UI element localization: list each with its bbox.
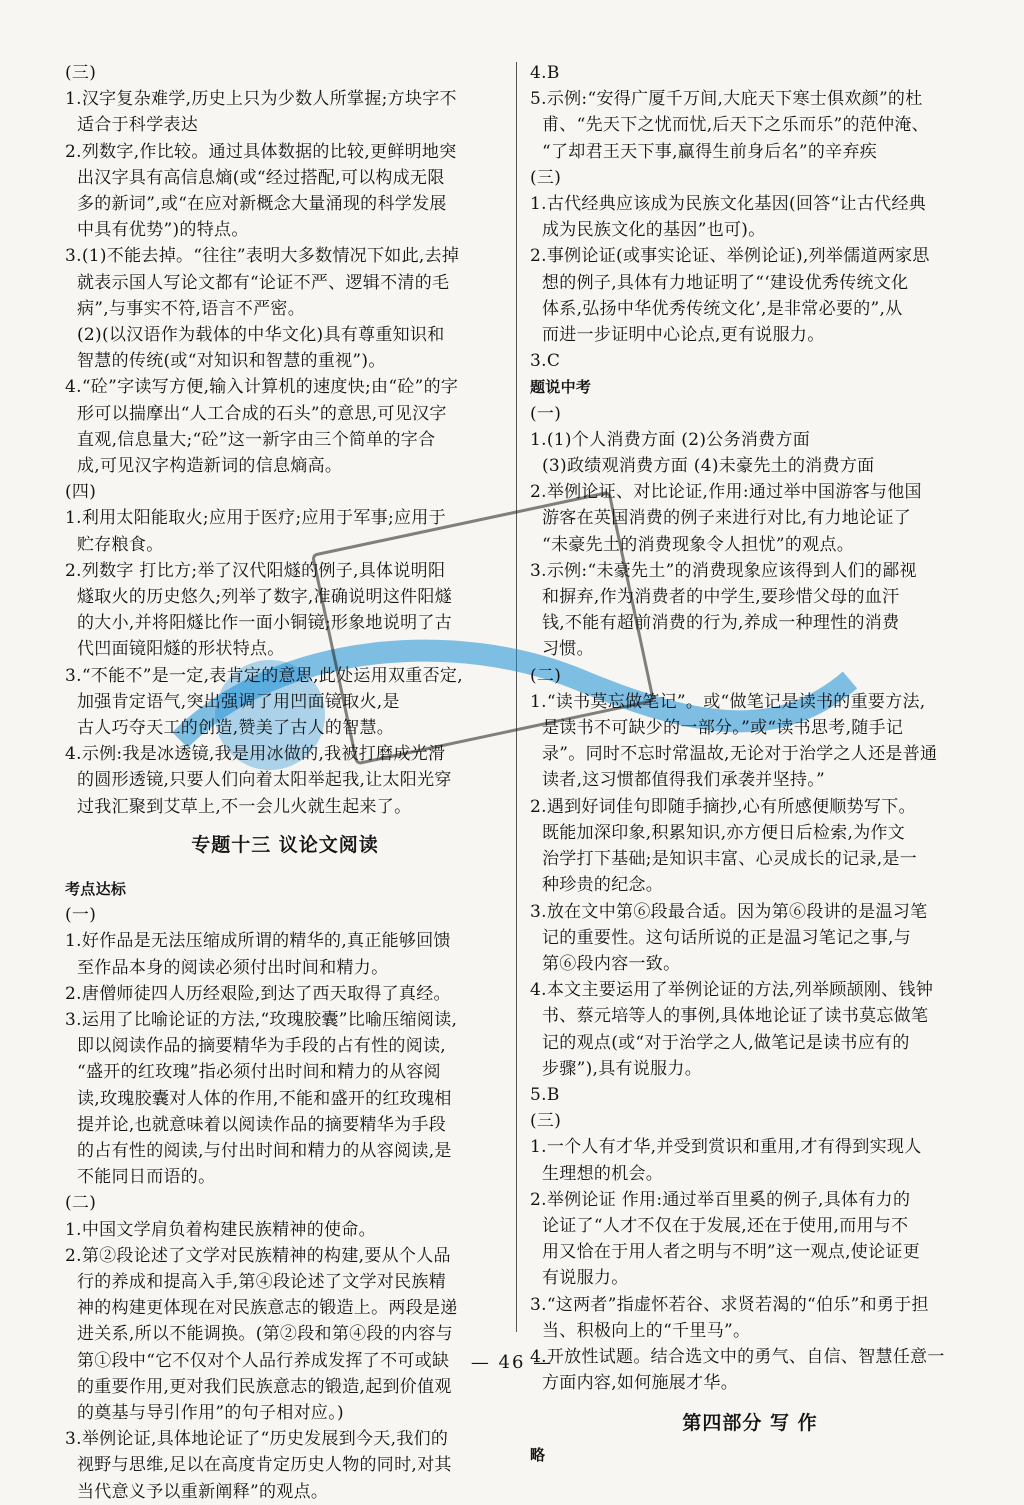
answers-list-right (530, 60, 970, 1396)
text-line: 3.(1)不能去掉。“往往”表明大多数情况下如此,去掉 (65, 246, 460, 267)
text-line: 3.运用了比喻论证的方法,“玫瑰胶囊”比喻压缩阅读, (65, 1009, 458, 1030)
text-line: 1.(1)个人消费方面 (2)公务消费方面 (530, 429, 811, 450)
text-line: 有说服力。 (542, 1268, 629, 1289)
text-line: 不能同日而语的。 (77, 1167, 216, 1188)
text-line: 病”,与事实不符,语言不严密。 (77, 298, 305, 319)
text-line: 而进一步证明中心论点,更有说服力。 (542, 325, 825, 346)
text-line: 2.事例论证(或事实论证、举例论证),列举儒道两家思 (530, 246, 930, 267)
text-line: 用又恰在于用人者之明与不明”这一观点,使论证更 (542, 1242, 920, 1263)
text-line: 论证了“人才不仅在于发展,还在于使用,而用与不 (542, 1215, 909, 1236)
text-line: 4.本文主要运用了举例论证的方法,列举顾颉刚、钱钟 (530, 980, 934, 1001)
text-line: 贮存粮食。 (77, 534, 164, 555)
text-line: 1.好作品是无法压缩成所谓的精华的,真正能够回馈 (65, 931, 451, 952)
text-line: 3.示例:“未豪先土”的消费现象应该得到人们的鄙视 (530, 560, 917, 581)
text-line: 1.汉字复杂难学,历史上只为少数人所掌握;方块字不 (65, 89, 457, 110)
text-line: 1.中国文学肩负着构建民族精神的使命。 (65, 1219, 376, 1240)
part4-body: 略 (530, 1446, 546, 1465)
text-line: 当代意义予以重新阐释”的观点。 (77, 1481, 329, 1502)
text-line: “盛开的红玫瑰”指必须付出时间和精力的从容阅 (77, 1062, 441, 1083)
text-line: 第⑥段内容一致。 (542, 953, 681, 974)
text-line: 和摒弃,作为消费者的中学生,要珍惜父母的血汗 (542, 587, 900, 608)
text-line: 出汉字具有高信息熵(或“经过搭配,可以构成无限 (77, 167, 445, 188)
text-line: 多的新词”,或“在应对新概念大量涌现的科学发展 (77, 194, 447, 215)
text-line: 5.示例:“安得广厦千万间,大庇天下寒士俱欢颜”的杜 (530, 89, 923, 110)
text-line: 古人巧夺天工的创造,赞美了古人的智慧。 (77, 718, 395, 739)
text-line: 方面内容,如何施展才华。 (542, 1373, 739, 1394)
text-line: 甫、“先天下之忧而忧,后天下之乐而乐”的范仲淹、 (542, 115, 929, 136)
text-line: 适合于科学表达 (77, 115, 199, 136)
text-line: 1.“读书莫忘做笔记”。或“做笔记是读书的重要方法, (530, 691, 926, 712)
text-line: 2.第②段论述了文学对民族精神的构建,要从个人品 (65, 1245, 451, 1266)
text-line: (四) (65, 482, 97, 503)
text-line: 就表示国人写论文都有“论证不严、逻辑不清的毛 (77, 272, 450, 293)
text-line: 3.举例论证,具体地论证了“历史发展到今天,我们的 (65, 1429, 449, 1450)
text-line: 3.“不能不”是一定,表肯定的意思,此处运用双重否定, (65, 665, 463, 686)
text-line: 智慧的传统(或“对知识和智慧的重视”)。 (77, 351, 386, 372)
text-line: 成为民族文化的基因”也可)。 (542, 220, 766, 241)
text-line: (二) (530, 665, 562, 686)
text-line: (一) (65, 905, 97, 926)
text-line: 2.举例论证、对比论证,作用:通过举中国游客与他国 (530, 482, 922, 503)
text-line: 2.列数字,作比较。通过具体数据的比较,更鲜明地突 (65, 141, 457, 162)
text-line: 代凹面镜阳燧的形状特点。 (77, 639, 285, 660)
text-line: 形可以揣摩出“人工合成的石头”的意思,可见汉字 (77, 403, 447, 424)
text-line: “了却君王天下事,赢得生前身后名”的辛弃疾 (542, 141, 878, 162)
text-line: 钱,不能有超前消费的行为,养成一种理性的消费 (542, 613, 900, 634)
text-line: “未豪先土的消费现象令人担忧”的观点。 (542, 534, 855, 555)
text-line: 视野与思维,足以在高度肯定历史人物的同时,对其 (77, 1455, 452, 1476)
right-column (530, 60, 970, 1469)
text-line: 读,玫瑰胶囊对人体的作用,不能和盛开的红玫瑰相 (77, 1088, 452, 1109)
text-line: 体系,弘扬中华优秀传统文化’,是非常必要的”,从 (542, 298, 903, 319)
text-line: 行的养成和提高入手,第④段论述了文学对民族精 (77, 1271, 447, 1292)
text-line: (二) (65, 1193, 97, 1214)
text-line: 成,可见汉字构造新词的信息熵高。 (77, 456, 343, 477)
text-line: 考点达标 (65, 879, 127, 898)
text-line: 燧取火的历史悠久;列举了数字,准确说明这件阳燧 (77, 587, 453, 608)
text-line: 生理想的机会。 (542, 1163, 664, 1184)
text-line: 2.列数字 打比方;举了汉代阳燧的例子,具体说明阳 (65, 560, 446, 581)
text-line: 记的观点(或“对于治学之人,做笔记是读书应有的 (542, 1032, 910, 1053)
page-number: — 46 — (470, 1352, 554, 1373)
text-line: (三) (530, 1111, 562, 1132)
text-line: 3.C (530, 351, 561, 372)
text-line: 既能加深印象,积累知识,亦方便日后检索,为作文 (542, 822, 906, 843)
column-divider (516, 62, 517, 1332)
text-line: (三) (530, 167, 562, 188)
text-line: 进关系,所以不能调换。(第②段和第④段的内容与 (77, 1324, 453, 1345)
text-line: (3)政绩观消费方面 (4)未豪先土的消费方面 (542, 456, 875, 477)
text-line: 提并论,也就意味着以阅读作品的摘要精华为手段 (77, 1114, 447, 1135)
text-line: 5.B (530, 1084, 560, 1105)
text-line: 书、蔡元培等人的事例,具体地论证了读书莫忘做笔 (542, 1006, 929, 1027)
answers-list-top (65, 60, 505, 820)
text-line: 直观,信息量大;“砼”这一新字由三个简单的字合 (77, 429, 436, 450)
left-column (65, 60, 505, 1505)
text-line: 4.示例:我是冰透镜,我是用冰做的,我被打磨成光滑 (65, 744, 446, 765)
text-line: 即以阅读作品的摘要精华为手段的占有性的阅读, (77, 1036, 447, 1057)
text-line: (一) (530, 403, 562, 424)
text-line: 3.放在文中第⑥段最合适。因为第⑥段讲的是温习笔 (530, 901, 928, 922)
text-line: 2.遇到好词佳句即随手摘抄,心有所感便顺势写下。 (530, 796, 916, 817)
text-line: 2.举例论证 作用:通过举百里奚的例子,具体有力的 (530, 1189, 911, 1210)
text-line: 习惯。 (542, 639, 594, 660)
text-line: 的重要作用,更对我们民族意志的锻造,起到价值观 (77, 1376, 452, 1397)
section-13-title: 专题十三 议论文阅读 (191, 833, 379, 856)
text-line: 题说中考 (530, 378, 592, 397)
text-line: 的大小,并将阳燧比作一面小铜镜;形象地说明了古 (77, 613, 453, 634)
text-line: 神的构建更体现在对民族意志的锻造上。两段是递 (77, 1298, 458, 1319)
text-line: 过我汇聚到艾草上,不一会儿火就生起来了。 (77, 796, 412, 817)
text-line: (三) (65, 63, 97, 83)
text-line: 4.开放性试题。结合选文中的勇气、自信、智慧任意一 (530, 1346, 945, 1367)
text-line: 读者,这习惯都值得我们承袭并坚持。” (542, 770, 825, 791)
text-line: 第①段中“它不仅对个人品行养成发挥了不可或缺 (77, 1350, 450, 1371)
text-line: 1.古代经典应该成为民族文化基因(回答“让古代经典 (530, 194, 927, 215)
text-line: 2.唐僧师徒四人历经艰险,到达了西天取得了真经。 (65, 983, 451, 1004)
text-line: 游客在英国消费的例子来进行对比,有力地论证了 (542, 508, 912, 529)
text-line: 1.一个人有才华,并受到赏识和重用,才有得到实现人 (530, 1137, 922, 1158)
text-line: 录”。同时不忘时常温故,无论对于治学之人还是普通 (542, 744, 938, 765)
text-line: 4.B (530, 63, 560, 83)
answers-list-bottom (65, 876, 505, 1505)
text-line: 的圆形透镜,只要人们向着太阳举起我,让太阳光穿 (77, 770, 452, 791)
text-line: 至作品本身的阅读必须付出时间和精力。 (77, 957, 389, 978)
part4-title: 第四部分 写 作 (682, 1412, 818, 1435)
text-line: 中具有优势”)的特点。 (77, 220, 249, 241)
text-line: 记的重要性。这句话所说的正是温习笔记之事,与 (542, 927, 912, 948)
text-line: 的占有性的阅读,与付出时间和精力的从容阅读,是 (77, 1140, 452, 1161)
text-line: 加强肯定语气,突出强调了用凹面镜取火,是 (77, 691, 400, 712)
text-line: 治学打下基础;是知识丰富、心灵成长的记录,是一 (542, 849, 918, 870)
text-line: 4.“砼”字读写方便,输入计算机的速度快;由“砼”的字 (65, 377, 459, 398)
text-line: 3.“这两者”指虚怀若谷、求贤若渴的“伯乐”和勇于担 (530, 1294, 929, 1315)
text-line: 种珍贵的纪念。 (542, 875, 664, 896)
text-line: 当、积极向上的“千里马”。 (542, 1320, 751, 1341)
text-line: 是读书不可缺少的一部分。”或“读书思考,随手记 (542, 718, 904, 739)
text-line: 的奠基与导引作用”的句子相对应。) (77, 1402, 344, 1423)
text-line: 1.利用太阳能取火;应用于医疗;应用于军事;应用于 (65, 508, 446, 529)
text-line: (2)(以汉语作为载体的中华文化)具有尊重知识和 (77, 325, 445, 346)
text-line: 想的例子,具体有力地证明了“‘建设优秀传统文化 (542, 272, 909, 293)
text-line: 步骤”),具有说服力。 (542, 1058, 703, 1079)
